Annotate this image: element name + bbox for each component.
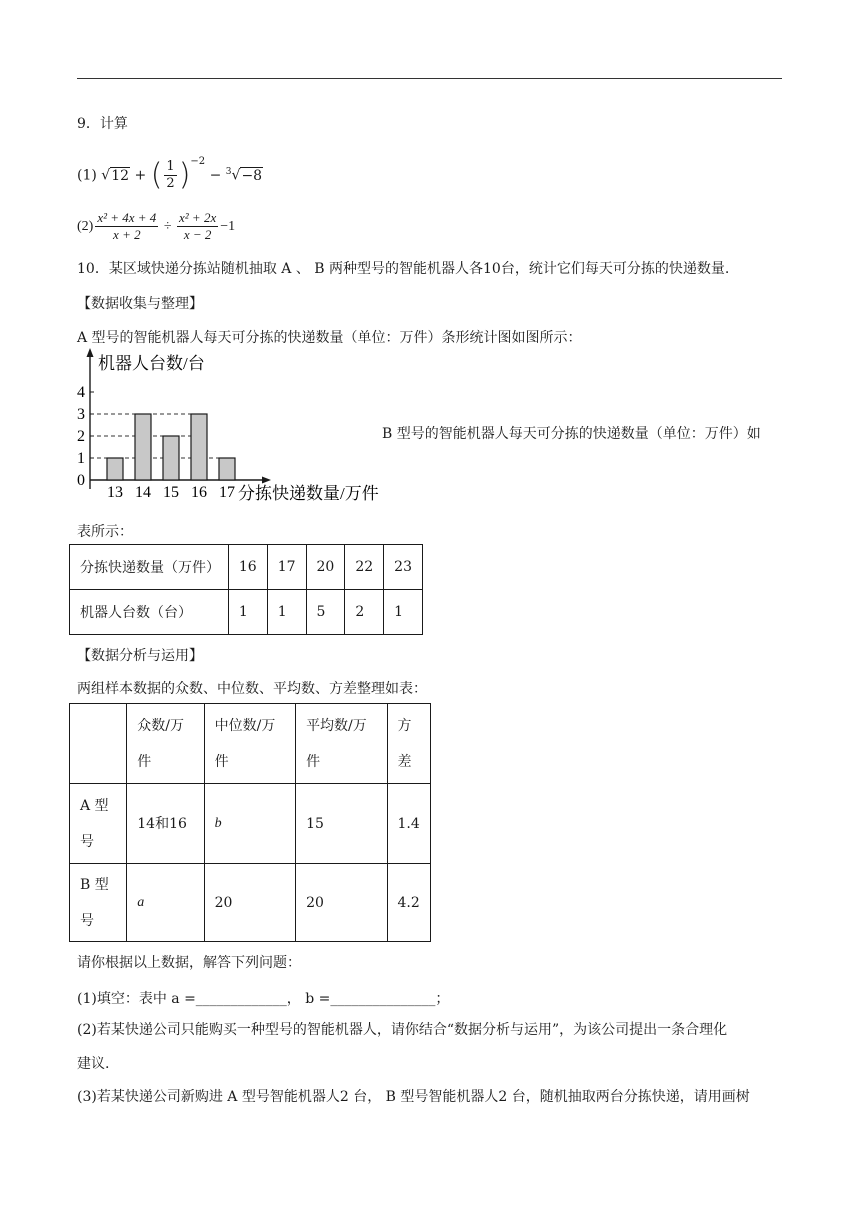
table-cell: 20 [296, 864, 387, 942]
q9-p2-num1: x² + 4x + 4 [97, 210, 157, 226]
table-cell: 1.4 [387, 784, 431, 864]
x-tick-label: 15 [163, 484, 179, 501]
q9-p1-minus: − [209, 167, 222, 184]
table1-row1-label: 分拣快递数量（万件） [70, 545, 229, 590]
table2-row-b-label: B 型号 [70, 864, 127, 942]
chart-bar [107, 458, 123, 480]
y-tick-label: 0 [77, 472, 85, 489]
table2-row-a-label: A 型号 [70, 784, 127, 864]
q9-p2-den2: x − 2 [183, 227, 212, 243]
q9-p2-den1: x + 2 [113, 227, 141, 243]
table2-header-mode: 众数/万件 [127, 704, 204, 784]
q10-part2-line2: 建议. [77, 1056, 110, 1072]
x-tick-label: 16 [191, 484, 207, 501]
y-tick-label: 2 [77, 428, 85, 445]
q9-part1 [77, 152, 263, 192]
q9-p1-sqrt: 12 [111, 167, 130, 184]
q10-intro: 10．某区域快递分拣站随机抽取 A 、 B 两种型号的智能机器人各10台，统计它们每天可分拣的快递数量. [77, 261, 730, 277]
q9-label: 9．计算 [77, 116, 128, 132]
q9-p2-divide: ÷ [163, 219, 172, 234]
y-tick-label: 4 [77, 384, 85, 401]
question-prompt: 请你根据以上数据，解答下列问题： [77, 955, 301, 971]
table-row [70, 545, 423, 590]
table-row [70, 590, 423, 635]
table-cell: 16 [228, 545, 267, 590]
table-cell: 23 [384, 545, 423, 590]
chart-bar [191, 414, 207, 480]
table-cell: 1 [267, 590, 306, 635]
x-axis-arrow-icon [262, 477, 271, 484]
table-cell: 15 [296, 784, 387, 864]
y-tick-label: 1 [77, 450, 85, 467]
table-cell: b [204, 784, 295, 864]
table-cell: 1 [228, 590, 267, 635]
q10-part1: (1)填空：表中 a =_____________， b =_______________； [77, 991, 450, 1007]
q9-p1-root-index: 3 [225, 167, 232, 177]
q9-p1-fraction [164, 159, 176, 192]
q9-p2-num2: x² + 2x [179, 210, 217, 226]
chart-bar [135, 414, 151, 480]
statistics-summary-table [69, 703, 431, 942]
q9-p2-label: (2) [77, 219, 94, 234]
b-type-frequency-table [69, 544, 423, 635]
table2-header-median: 中位数/万件 [204, 704, 295, 784]
x-tick-label: 14 [135, 484, 151, 501]
a-type-bar-chart [73, 348, 383, 508]
y-tick-label: 3 [77, 406, 85, 423]
chart-bar [163, 436, 179, 480]
section-data-collection: 【数据收集与整理】 [77, 296, 203, 312]
table-cell: 4.2 [387, 864, 431, 942]
x-tick-label: 13 [107, 484, 123, 501]
q10-part2-line1: (2)若某快递公司只能购买一种型号的智能机器人，请你结合“数据分析与运用”，为该公司提出一条合理化 [77, 1022, 728, 1038]
table2-intro: 两组样本数据的众数、中位数、平均数、方差整理如表： [77, 681, 427, 697]
q9-p1-label: (1) [77, 167, 97, 184]
q9-p1-frac-num: 1 [166, 159, 175, 175]
table-cell: 1 [384, 590, 423, 635]
table-cell: a [127, 864, 204, 942]
left-paren-icon: ( [150, 157, 163, 193]
sqrt-icon: √ [101, 167, 111, 184]
y-axis-arrow-icon [87, 348, 94, 357]
section-data-analysis: 【数据分析与运用】 [77, 648, 203, 664]
table-cell: 22 [345, 545, 384, 590]
table-cell: 17 [267, 545, 306, 590]
q9-part2 [77, 207, 235, 247]
table-cell: 5 [306, 590, 345, 635]
q9-p2-fraction-2 [177, 210, 218, 243]
b-type-description-cont: 表所示： [77, 524, 133, 540]
chart-ylabel: 机器人台数/台 [98, 354, 205, 373]
cube-root-icon: √ [231, 167, 241, 184]
table-cell: 14和16 [127, 784, 204, 864]
table-row [70, 864, 431, 942]
right-paren-icon: ) [178, 157, 191, 193]
table2-header-mean: 平均数/万件 [296, 704, 387, 784]
b-type-description: B 型号的智能机器人每天可分拣的快递数量（单位：万件）如 [382, 426, 761, 442]
q9-p1-exponent: −2 [190, 156, 206, 167]
table2-header-empty [70, 704, 127, 784]
a-type-description: A 型号的智能机器人每天可分拣的快递数量（单位：万件）条形统计图如图所示： [77, 330, 582, 346]
table-cell: 20 [306, 545, 345, 590]
table2-header-variance: 方差 [387, 704, 431, 784]
q9-p1-root-arg: −8 [241, 167, 263, 184]
chart-bar [219, 458, 235, 480]
q9-p2-tail: −1 [220, 219, 236, 234]
x-tick-label: 17 [219, 484, 235, 501]
q9-p1-plus: + [134, 167, 147, 184]
table-row [70, 704, 431, 784]
table-row [70, 784, 431, 864]
q9-p2-fraction-1 [95, 210, 158, 243]
table-cell: 2 [345, 590, 384, 635]
q10-part3: (3)若某快递公司新购进 A 型号智能机器人2 台， B 型号智能机器人2 台，随机抽取两台分拣快递，请用画树 [77, 1089, 750, 1105]
chart-xlabel: 分拣快递数量/万件 [238, 484, 379, 503]
header-rule [77, 78, 782, 79]
table-cell: 20 [204, 864, 295, 942]
table1-row2-label: 机器人台数（台） [70, 590, 229, 635]
q9-p1-frac-den: 2 [166, 176, 175, 192]
